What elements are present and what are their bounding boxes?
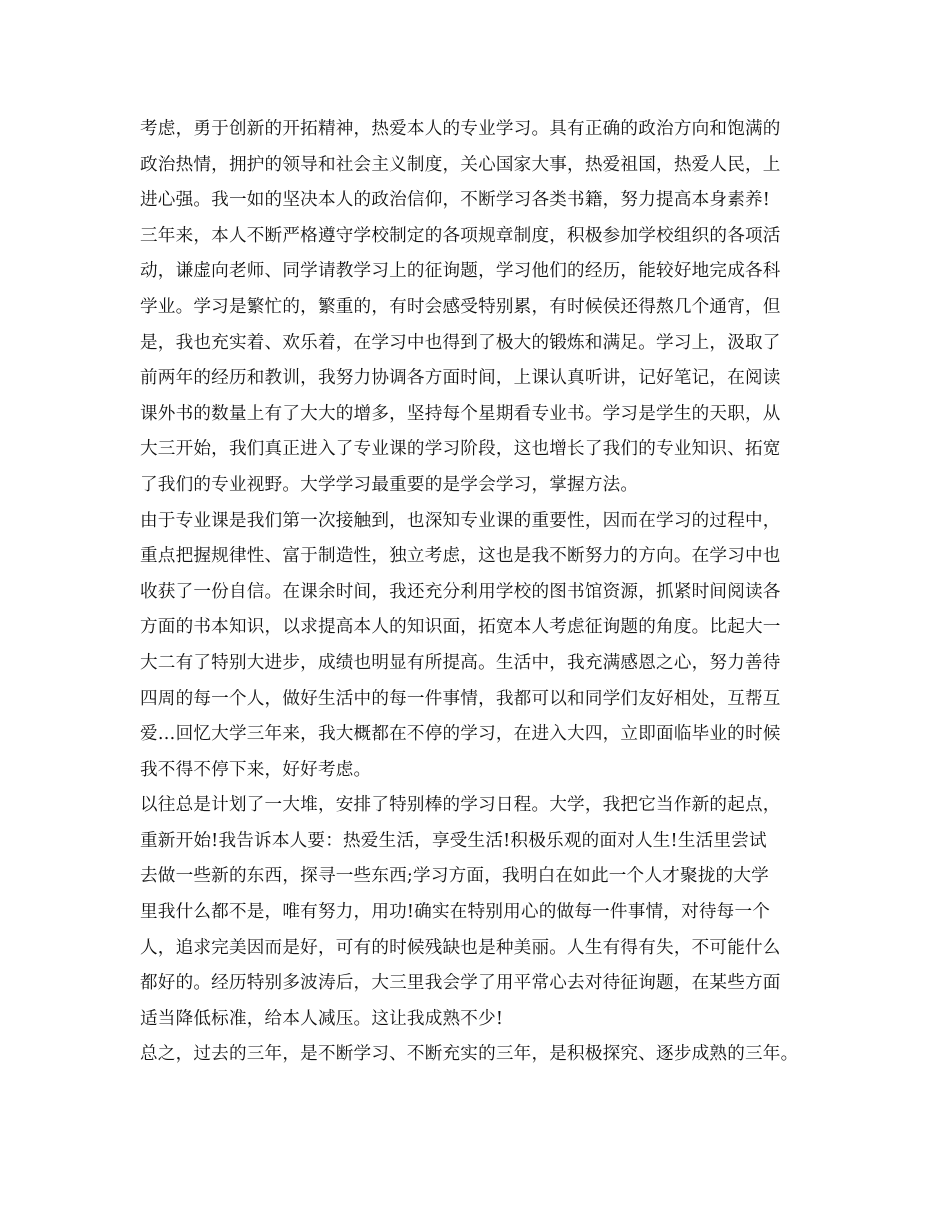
- text-line: 适当降低标准，给本人减压。这让我成熟不少!: [140, 1008, 504, 1029]
- text-line: 由于专业课是我们第一次接触到，也深知专业课的重要性，因而在学习的过程中，: [140, 510, 781, 531]
- text-line: 学业。学习是繁忙的，繁重的，有时会感受特别累，有时候侯还得熬几个通宵，但: [140, 296, 781, 317]
- text-line: 了我们的专业视野。大学学习最重要的是学会学习，掌握方法。: [140, 474, 639, 495]
- text-line: 三年来，本人不断严格遵守学校制定的各项规章制度，积极参加学校组织的各项活: [140, 225, 781, 246]
- text-line: 去做一些新的东西，探寻一些东西;学习方面，我明白在如此一个人才聚拢的大学: [140, 866, 769, 887]
- text-line: 考虑，勇于创新的开拓精神，热爱本人的专业学习。具有正确的政治方向和饱满的: [140, 119, 781, 139]
- text-line: 是，我也充实着、欢乐着，在学习中也得到了极大的锻炼和满足。学习上，汲取了: [140, 332, 781, 353]
- text-line: 政治热情，拥护的领导和社会主义制度，关心国家大事，热爱祖国，热爱人民，上: [140, 154, 781, 175]
- text-line: 重新开始!我告诉本人要：热爱生活，享受生活!积极乐观的面对人生!生活里尝试: [140, 830, 767, 851]
- text-line: 总之，过去的三年，是不断学习、不断充实的三年，是积极探究、逐步成熟的三年。: [140, 1044, 799, 1065]
- text-line: 人，追求完美因而是好，可有的时候残缺也是种美丽。人生有得有失，不可能什么: [140, 937, 781, 958]
- text-line: 大二有了特别大进步，成绩也明显有所提高。生活中，我充满感恩之心，努力善待: [140, 652, 781, 673]
- text-line: 收获了一份自信。在课余时间，我还充分利用学校的图书馆资源，抓紧时间阅读各: [140, 581, 781, 602]
- document-body: [140, 112, 830, 1073]
- text-line: 方面的书本知识，以求提高本人的知识面，拓宽本人考虑征询题的角度。比起大一: [140, 617, 781, 638]
- text-line: 里我什么都不是，唯有努力，用功!确实在特别用心的做每一件事情，对待每一个: [140, 902, 771, 923]
- text-line: 四周的每一个人，做好生活中的每一件事情，我都可以和同学们友好相处，互帮互: [140, 688, 781, 709]
- text-line: 都好的。经历特别多波涛后，大三里我会学了用平常心去对待征询题，在某些方面: [140, 973, 781, 994]
- text-line: 进心强。我一如的坚决本人的政治信仰，不断学习各类书籍，努力提高本身素养!: [140, 190, 771, 211]
- text-line: 前两年的经历和教训，我努力协调各方面时间，上课认真听讲，记好笔记，在阅读: [140, 368, 781, 389]
- text-line: 我不得不停下来，好好考虑。: [140, 759, 372, 780]
- text-line: 重点把握规律性、富于制造性，独立考虑，这也是我不断努力的方向。在学习中也: [140, 546, 781, 567]
- text-line: 以往总是计划了一大堆，安排了特别棒的学习日程。大学，我把它当作新的起点，: [140, 795, 781, 816]
- text-line: 动，谦虚向老师、同学请教学习上的征询题，学习他们的经历，能较好地完成各科: [140, 261, 781, 282]
- text-line: 大三开始，我们真正进入了专业课的学习阶段，这也增长了我们的专业知识、拓宽: [140, 439, 781, 460]
- text-line: 爱…回忆大学三年来，我大概都在不停的学习，在进入大四，立即面临毕业的时候: [140, 724, 781, 745]
- text-line: 课外书的数量上有了大大的增多，坚持每个星期看专业书。学习是学生的天职，从: [140, 403, 781, 424]
